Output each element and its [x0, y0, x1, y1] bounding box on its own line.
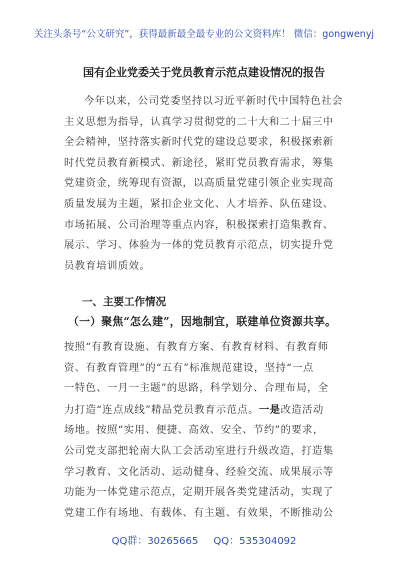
subsection-heading: （一）聚焦“怎么建”，因地制宜，联建单位资源共享。 [68, 315, 337, 328]
text-segment: 场地。按照“实用、便捷、高效、安全、节约”的要求， [64, 425, 324, 437]
text-line [64, 483, 344, 504]
text-segment: 改造活动 [280, 404, 324, 416]
text-line: 员教育培训质效。 [64, 260, 151, 272]
text-segment: 资、有教育管理”的“五有”标准规范建设，坚持“一点 [64, 362, 314, 374]
text-line [64, 463, 344, 484]
text-line [64, 359, 344, 380]
footer-contact [0, 532, 408, 547]
text-line: 全会精神，坚持落实新时代党的建设总要求，积极探索新 [64, 137, 334, 149]
qq-text: QQ：535304092 [213, 536, 297, 547]
text-line [64, 338, 344, 359]
bold-marker: 一是 [259, 403, 281, 416]
text-line [64, 442, 344, 463]
text-line: 时代党员教育新模式、新途径，紧盯党员教育需求，筹集 [64, 157, 334, 169]
intro-paragraph [64, 92, 344, 277]
text-segment: 功能为一体党建示范点，定期开展各类党建活动，实现了 [64, 487, 334, 499]
text-line [64, 400, 344, 422]
text-line: 质量发展为主题，紧扣企业文化、人才培养、队伍建设、 [64, 198, 334, 210]
text-segment: 学习教育、文化活动、运动健身、经验交流、成果展示等 [64, 466, 334, 478]
text-line: 主义思想为指导，认真学习贯彻党的二十大和二十届三中 [64, 116, 334, 128]
document-title: 国有企业党委关于党员教育示范点建设情况的报告 [83, 66, 325, 79]
body-paragraph [64, 338, 344, 524]
text-line [64, 504, 344, 525]
text-line: 今年以来，公司党委坚持以习近平新时代中国特色社会 [84, 96, 343, 107]
text-line [64, 379, 344, 400]
text-line: 展示、学习、体验为一体的党员教育示范点，切实提升党 [64, 240, 334, 252]
qq-group-text: QQ群：30265665 [111, 536, 199, 547]
text-line: 市场拓展、公司治理等重点内容，积极探索打造集教育、 [64, 219, 334, 231]
section-heading: 一、主要工作情况 [82, 296, 166, 308]
text-segment: 按照“有教育设施、有教育方案、有教育材料、有教育师 [64, 342, 329, 353]
header-notice: 关注头条号“公文研究”，获得最新最全最专业的公文资料库！ 微信：gongwenyj [33, 29, 375, 40]
text-segment: 党建工作有场地、有载体、有主题、有效果，不断推动公 [64, 507, 334, 519]
text-segment: 一特色、一月一主题”的思路，科学划分、合理布局，全 [64, 383, 329, 395]
text-line [64, 421, 344, 442]
text-segment: 力打造“连点成线”精品党员教育示范点。 [64, 404, 260, 416]
text-segment: 公司党支部把轮南大队工会活动室进行升级改造，打造集 [64, 445, 334, 457]
text-line: 党建资金，统筹现有资源，以高质量党建引领企业实现高 [64, 178, 334, 190]
